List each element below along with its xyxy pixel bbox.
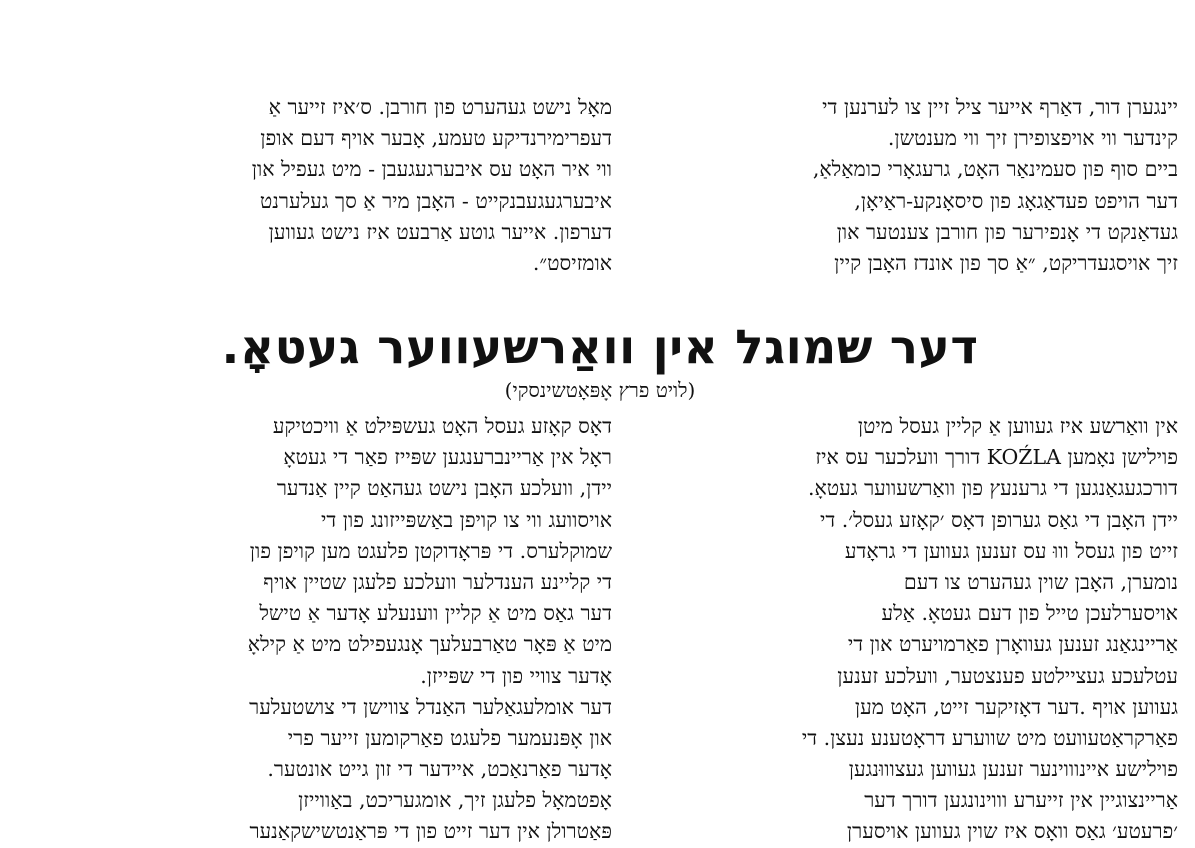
text-line: פוילישן נאָמען KOŹLA דורך וועלכער עס איז	[815, 445, 1178, 470]
article-byline: (לויט פרץ אָפּאָטשינסקי)	[504, 378, 696, 402]
text-line: אָפטמאָל פלעגן זיך, אומגעריכט, באַווייזן	[298, 788, 612, 813]
text-line: דורכגעגאַנגען די גרענעץ פון וואַרשעווער געטאָ.	[807, 476, 1178, 501]
text-line: אָדער צוויי פון די שפּייזן.	[420, 663, 612, 688]
text-line: נומערן, האָבן שוין געהערט צו דעם	[903, 569, 1178, 594]
article-headline: דער שמוגל אין וואַרשעווער געטאָ.	[221, 320, 979, 375]
text-line: דער הויפט פעדאַגאָג פון סיסאָנקע-ראַיאָן,	[854, 188, 1178, 213]
text-line: ביים סוף פון סעמינאַר האָט, גרעגאָרי כומאַלאַ,	[812, 157, 1178, 182]
text-line: זיך אויסגעדריקט, ״אַ סך פון אונדז האָבן קיין	[834, 250, 1178, 275]
text-line: פּאַטרולן אין דער זייט פון די פּראַנטשישקאַנער	[249, 819, 612, 844]
article-bottom-right-column	[633, 411, 1178, 848]
text-line: געווען אויף .דער דאָזיקער זייט, האָט מען	[854, 694, 1178, 719]
text-line: איבערגעגעבנקייט - האָבן מיר אַ סך געלערנט	[259, 188, 612, 213]
text-line: אויסערלעכן טייל פון דעם געטאָ. אַלע	[881, 601, 1178, 626]
article-bottom-left-column	[100, 411, 612, 848]
text-line: יידן האָבן די גאַס גערופן דאָס ׳קאָזע געסל׳. די	[819, 507, 1178, 532]
text-line: אַריינגאַנג זענען געוואָרן פאַרמויערט און די	[847, 632, 1178, 657]
text-line: יינגערן דור, דאַרף אייער ציל זיין צו לערנען די	[822, 95, 1178, 119]
text-line: פוילישע איינוווינער זענען געווען געצוווּנגען	[848, 757, 1178, 782]
text-line: עטלעכע געציילטע פענצטער, וועלכע זענען	[837, 663, 1178, 688]
article-top-right-column	[633, 92, 1178, 279]
text-line: און אָפּנעמער פלעגט פאַרקומען זייער פרי	[287, 725, 612, 750]
article-top-left-column	[100, 92, 612, 279]
text-line: זייט פון געסל וווּ עס זענען געווען די גראָדע	[844, 538, 1178, 563]
text-line: קינדער ווי אויפצופירן זיך ווי מענטשן.	[887, 126, 1178, 151]
text-line: מאָל נישט געהערט פון חורבן. ס׳איז זייער אַ	[268, 95, 612, 119]
text-line: פאַרקראַטעוועט מיט שווערע דראָטענע נעצן. די	[801, 725, 1178, 750]
text-line: אָדער פאַרנאַכט, איידער די זון גייט אונטער.	[267, 757, 612, 782]
text-line: אויסוועג ווי צו קויפן באַשפּייזונג פון די	[321, 507, 612, 532]
text-line: ׳פרעטע׳ גאַס וואָס איז שוין געווען אויסערן	[846, 819, 1178, 844]
text-line: ווי איר האָט עס איבערגעגעבן - מיט געפיל און	[251, 157, 612, 182]
text-line: אין וואַרשע איז געווען אַ קליין געסל מיטן	[857, 414, 1178, 438]
text-line: מיט אַ פּאָר טאַרבעלעך אָנגעפילט מיט אַ קילאָ	[247, 632, 612, 657]
text-line: געדאַנקט די אָנפירער פון חורבן צענטער און	[836, 219, 1178, 244]
text-line: אומזיסט״.	[532, 250, 612, 275]
text-line: יידן, וועלכע האָבן נישט געהאַט קיין אַנדער	[276, 476, 612, 501]
text-line: ראָל אין אַריינברענגען שפּייז פאַר די געטאָ	[283, 445, 612, 470]
text-line: דאָס קאָזע געסל האָט געשפּילט אַ וויכטיקע	[272, 414, 612, 438]
text-line: די קליינע הענדלער וועלכע פלעגן שטיין אויף	[263, 569, 612, 594]
text-line: דערפון. אייער גוטע אַרבעט איז נישט געווען	[268, 219, 612, 244]
text-line: דעפרימירנדיקע טעמע, אָבער אויף דעם אופן	[260, 126, 612, 151]
text-line: דער אומלעגאַלער האַנדל צווישן די צושטעלער	[249, 694, 612, 719]
text-line: שמוקלערס. די פּראָדוקטן פלעגט מען קויפן פון	[249, 538, 612, 563]
text-line: אַריינצוגיין אין זייערע וווינונגען דורך דער	[864, 788, 1178, 813]
text-line: דער גאַס מיט אַ קליין ווענעלע אָדער אַ טישל	[259, 601, 612, 626]
